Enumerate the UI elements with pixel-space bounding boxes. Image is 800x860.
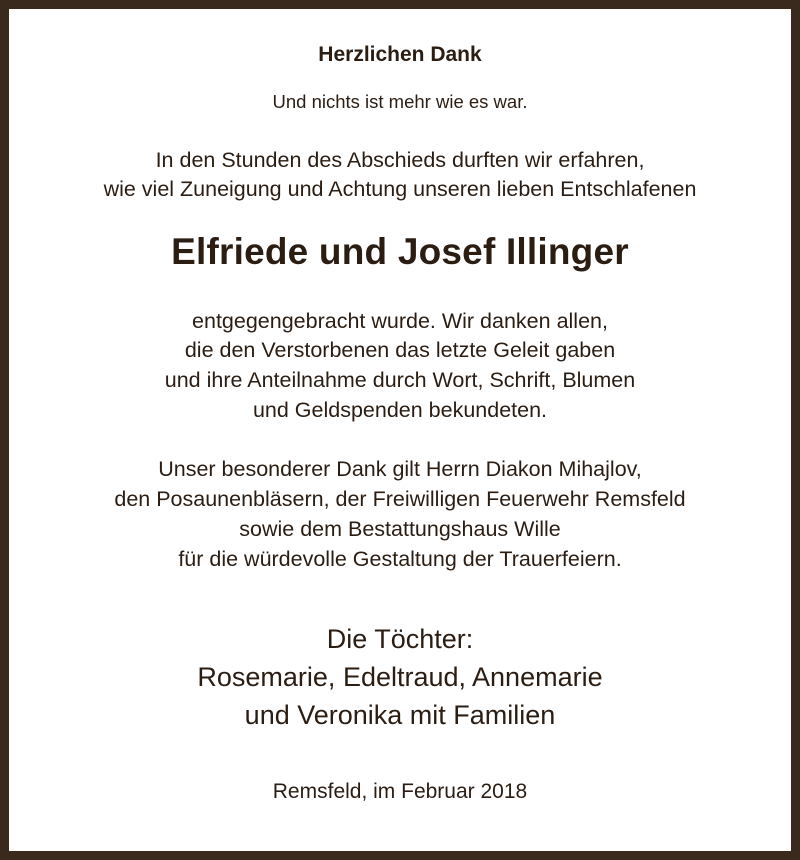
thanks-line-2: die den Verstorbenen das letzte Geleit gaben [184, 338, 616, 362]
special-thanks-line-2: den Posaunenbläsern, der Freiwilligen Feuerwehr Remsfeld [114, 487, 686, 511]
thanks-line-3: und ihre Anteilnahme durch Wort, Schrift, Blumen [164, 368, 636, 392]
thanks-line-1: entgegengebracht wurde. Wir danken allen, [192, 309, 608, 333]
intro-line-1: In den Stunden des Abschieds durften wir erfahren, [155, 148, 645, 172]
notice-heading: Herzlichen Dank [318, 43, 482, 66]
family-names-line-2: und Veronika mit Familien [244, 700, 556, 730]
family-heading: Die Töchter: [326, 624, 474, 654]
special-thanks-line-3: sowie dem Bestattungshaus Wille [239, 517, 561, 541]
notice-tagline: Und nichts ist mehr wie es war. [272, 91, 528, 112]
intro-line-2: wie viel Zuneigung und Achtung unseren lieben Entschlafenen [103, 177, 697, 201]
special-thanks-line-4: für die würdevolle Gestaltung der Trauerfeiern. [178, 547, 622, 571]
family-names-line-1: Rosemarie, Edeltraud, Annemarie [197, 662, 603, 692]
deceased-names: Elfriede und Josef Illinger [171, 231, 629, 272]
thanks-line-4: und Geldspenden bekundeten. [252, 398, 548, 422]
special-thanks-line-1: Unser besonderer Dank gilt Herrn Diakon Mihajlov, [158, 457, 642, 481]
place-and-date: Remsfeld, im Februar 2018 [272, 780, 528, 803]
